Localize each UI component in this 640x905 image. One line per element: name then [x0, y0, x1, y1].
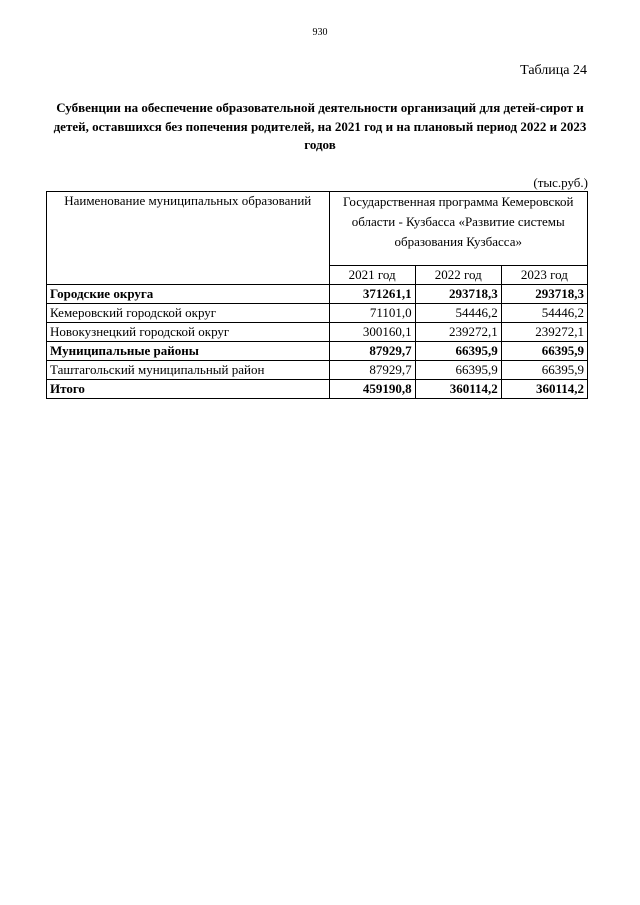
- row-name: Кемеровский городской округ: [47, 304, 330, 323]
- row-value-2023: 360114,2: [501, 380, 587, 399]
- row-value-2022: 54446,2: [415, 304, 501, 323]
- column-header-name: Наименование муниципальных образований: [47, 192, 330, 285]
- page-number: 930: [312, 27, 328, 38]
- column-header-program: Государственная программа Кемеровской области - Кузбасса «Развитие системы образования Кузбасса»: [329, 192, 588, 266]
- row-value-2022: 66395,9: [415, 361, 501, 380]
- row-name: Итого: [47, 380, 330, 399]
- row-value-2023: 66395,9: [501, 342, 587, 361]
- column-header-2022: 2022 год: [415, 266, 501, 285]
- row-value-2022: 239272,1: [415, 323, 501, 342]
- row-value-2023: 239272,1: [501, 323, 587, 342]
- table-row: [47, 285, 588, 304]
- row-name: Городские округа: [47, 285, 330, 304]
- table-row: [47, 323, 588, 342]
- column-header-2023: 2023 год: [501, 266, 587, 285]
- row-value-2022: 293718,3: [415, 285, 501, 304]
- row-value-2022: 360114,2: [415, 380, 501, 399]
- table-row: [47, 304, 588, 323]
- table-row: [47, 342, 588, 361]
- row-value-2023: 66395,9: [501, 361, 587, 380]
- table-label: Таблица 24: [520, 63, 587, 78]
- table-body: [47, 285, 588, 399]
- subsidy-table: [46, 191, 588, 399]
- row-value-2022: 66395,9: [415, 342, 501, 361]
- document-title: Субвенции на обеспечение образовательной деятельности организаций для детей-сирот и детей, оставшихся без попечения родителей, на 2021 год и на плановый период 2022 и 2023 годов: [53, 100, 587, 152]
- row-name: Муниципальные районы: [47, 342, 330, 361]
- row-value-2021: 371261,1: [329, 285, 415, 304]
- row-value-2021: 300160,1: [329, 323, 415, 342]
- row-value-2021: 87929,7: [329, 361, 415, 380]
- unit-label: (тыс.руб.): [533, 175, 588, 190]
- table-row: [47, 380, 588, 399]
- row-value-2021: 71101,0: [329, 304, 415, 323]
- row-value-2023: 54446,2: [501, 304, 587, 323]
- table-header-row: [47, 192, 588, 266]
- row-name: Таштагольский муниципальный район: [47, 361, 330, 380]
- row-value-2021: 459190,8: [329, 380, 415, 399]
- row-value-2023: 293718,3: [501, 285, 587, 304]
- row-name: Новокузнецкий городской округ: [47, 323, 330, 342]
- row-value-2021: 87929,7: [329, 342, 415, 361]
- table-row: [47, 361, 588, 380]
- column-header-2021: 2021 год: [329, 266, 415, 285]
